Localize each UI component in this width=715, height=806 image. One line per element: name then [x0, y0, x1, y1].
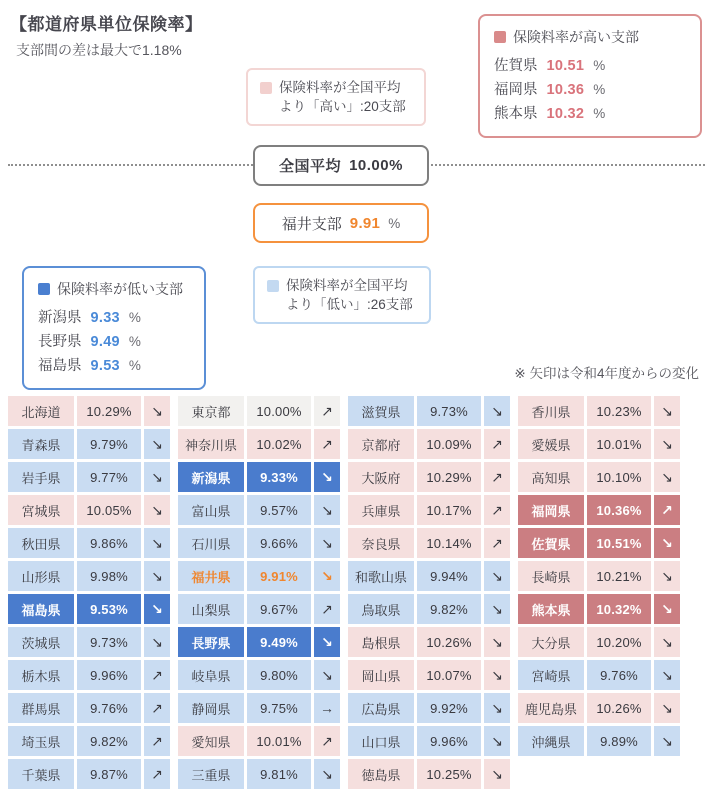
- below-average-note-box: [253, 266, 431, 324]
- prefecture-rate: 10.26%: [417, 627, 481, 657]
- prefecture-name: 山梨県: [178, 594, 244, 624]
- trend-down-arrow-icon: ↘: [144, 396, 170, 426]
- table-row: [348, 660, 510, 690]
- fukui-branch-value: 9.91: [349, 214, 381, 232]
- trend-down-arrow-icon: ↘: [144, 594, 170, 624]
- prefecture-name: 沖縄県: [518, 726, 584, 756]
- prefecture-name: 愛媛県: [518, 429, 584, 459]
- table-column-1: [8, 396, 170, 792]
- list-item: [38, 330, 190, 354]
- light-pink-square-icon: [260, 82, 272, 94]
- prefecture-rate: 10.51%: [587, 528, 651, 558]
- prefecture-name: 埼玉県: [8, 726, 74, 756]
- low-branches-box: [22, 266, 206, 390]
- prefecture-name: 滋賀県: [348, 396, 414, 426]
- high-branches-legend: [494, 27, 686, 47]
- list-item: [494, 54, 686, 78]
- above-average-note-line1: [260, 78, 412, 97]
- list-item: [494, 102, 686, 126]
- trend-down-arrow-icon: ↘: [654, 660, 680, 690]
- rate-unit: %: [128, 310, 141, 325]
- table-row: [178, 759, 340, 789]
- prefecture-rate: 10.26%: [587, 693, 651, 723]
- page-title: 【都道府県単位保険率】: [10, 15, 203, 34]
- page-subtitle: 支部間の差は最大で1.18%: [16, 42, 182, 58]
- prefecture-rate: 10.20%: [587, 627, 651, 657]
- prefecture-rate: 9.98%: [77, 561, 141, 591]
- trend-up-arrow-icon: ↗: [144, 660, 170, 690]
- prefecture-name: 長野県: [178, 627, 244, 657]
- table-row: [178, 594, 340, 624]
- prefecture-name: 秋田県: [8, 528, 74, 558]
- trend-down-arrow-icon: ↘: [314, 561, 340, 591]
- trend-down-arrow-icon: ↘: [484, 396, 510, 426]
- prefecture-name: 奈良県: [348, 528, 414, 558]
- prefecture-name: 宮崎県: [518, 660, 584, 690]
- prefecture-rate: 9.92%: [417, 693, 481, 723]
- trend-down-arrow-icon: ↘: [144, 561, 170, 591]
- table-row: [8, 462, 170, 492]
- prefecture-rate: 10.21%: [587, 561, 651, 591]
- list-item: [38, 354, 190, 378]
- table-row: [178, 495, 340, 525]
- trend-up-arrow-icon: ↗: [484, 462, 510, 492]
- prefecture-rate: 10.29%: [417, 462, 481, 492]
- prefecture-name: 山口県: [348, 726, 414, 756]
- trend-down-arrow-icon: ↘: [144, 429, 170, 459]
- prefecture-name: 岐阜県: [178, 660, 244, 690]
- prefecture-name: 群馬県: [8, 693, 74, 723]
- prefecture-name: 新潟県: [178, 462, 244, 492]
- trend-down-arrow-icon: ↘: [314, 660, 340, 690]
- rate-unit: %: [128, 358, 141, 373]
- rate-unit: %: [593, 106, 606, 121]
- prefecture-rate: 10.29%: [77, 396, 141, 426]
- table-row: [348, 495, 510, 525]
- trend-down-arrow-icon: ↘: [654, 429, 680, 459]
- prefecture-name: 島根県: [348, 627, 414, 657]
- national-average-value: 10.00%: [349, 157, 403, 174]
- prefecture-rate: 10.36%: [587, 495, 651, 525]
- arrow-legend-note: ※ 矢印は令和4年度からの変化: [514, 366, 699, 381]
- prefecture-rate: 10.23%: [587, 396, 651, 426]
- table-column-2: [178, 396, 340, 792]
- trend-down-arrow-icon: ↘: [144, 462, 170, 492]
- prefecture-rate: 10.32%: [587, 594, 651, 624]
- trend-down-arrow-icon: ↘: [314, 528, 340, 558]
- prefecture-rate: 9.89%: [587, 726, 651, 756]
- trend-down-arrow-icon: ↘: [484, 627, 510, 657]
- rate-unit: %: [593, 58, 606, 73]
- table-row: [348, 429, 510, 459]
- prefecture-name: 鹿児島県: [518, 693, 584, 723]
- below-average-note-line2: より「低い」:26支部: [286, 297, 413, 312]
- prefecture-name: 茨城県: [8, 627, 74, 657]
- table-row: [348, 594, 510, 624]
- trend-down-arrow-icon: ↘: [654, 396, 680, 426]
- prefecture-rate: 9.73%: [417, 396, 481, 426]
- prefecture-name: 和歌山県: [348, 561, 414, 591]
- prefecture-name: 京都府: [348, 429, 414, 459]
- table-row: [348, 693, 510, 723]
- prefecture-name: 岡山県: [348, 660, 414, 690]
- table-row: [348, 462, 510, 492]
- trend-down-arrow-icon: ↘: [484, 561, 510, 591]
- fukui-branch-box: [253, 203, 429, 243]
- prefecture-rate: 9.96%: [417, 726, 481, 756]
- prefecture-name: 福島県: [38, 358, 82, 374]
- prefecture-name: 佐賀県: [494, 58, 538, 74]
- trend-down-arrow-icon: ↘: [144, 627, 170, 657]
- table-row: [178, 627, 340, 657]
- table-row: [178, 528, 340, 558]
- prefecture-rate: 9.66%: [247, 528, 311, 558]
- national-average-box: [253, 145, 429, 186]
- table-row: [518, 726, 680, 756]
- prefecture-rate: 10.05%: [77, 495, 141, 525]
- prefecture-name: 佐賀県: [518, 528, 584, 558]
- rate-unit: %: [128, 334, 141, 349]
- prefecture-rate: 9.91%: [247, 561, 311, 591]
- prefecture-rate: 9.94%: [417, 561, 481, 591]
- prefecture-name: 福岡県: [494, 82, 538, 98]
- table-row: [348, 396, 510, 426]
- trend-up-arrow-icon: ↗: [314, 396, 340, 426]
- prefecture-rate: 9.87%: [77, 759, 141, 789]
- table-row: [8, 495, 170, 525]
- rate-value: 10.32: [546, 106, 585, 122]
- trend-down-arrow-icon: ↘: [654, 627, 680, 657]
- trend-up-arrow-icon: ↗: [144, 759, 170, 789]
- table-row: [8, 693, 170, 723]
- prefecture-rate: 10.02%: [247, 429, 311, 459]
- prefecture-name: 広島県: [348, 693, 414, 723]
- prefecture-name: 福井県: [178, 561, 244, 591]
- table-row: [178, 660, 340, 690]
- table-row: [518, 660, 680, 690]
- table-row: [518, 528, 680, 558]
- national-average-label: 全国平均: [279, 158, 342, 175]
- prefecture-rate: 9.79%: [77, 429, 141, 459]
- prefecture-rate: 9.81%: [247, 759, 311, 789]
- low-branches-legend-label: 保険料率が低い支部: [57, 281, 183, 297]
- table-row: [348, 759, 510, 789]
- list-item: [38, 306, 190, 330]
- prefecture-rate: 10.17%: [417, 495, 481, 525]
- trend-up-arrow-icon: ↗: [484, 429, 510, 459]
- trend-down-arrow-icon: ↘: [654, 561, 680, 591]
- trend-up-arrow-icon: ↗: [654, 495, 680, 525]
- table-row: [518, 396, 680, 426]
- prefecture-name: 東京都: [178, 396, 244, 426]
- prefecture-rate: 9.96%: [77, 660, 141, 690]
- prefecture-rate: 10.14%: [417, 528, 481, 558]
- table-row: [8, 396, 170, 426]
- table-row: [8, 528, 170, 558]
- trend-down-arrow-icon: ↘: [484, 726, 510, 756]
- above-average-note-text: 保険料率が全国平均: [279, 80, 401, 95]
- table-row: [8, 759, 170, 789]
- table-column-4: [518, 396, 680, 792]
- prefecture-name: 香川県: [518, 396, 584, 426]
- trend-down-arrow-icon: ↘: [484, 660, 510, 690]
- prefecture-name: 兵庫県: [348, 495, 414, 525]
- prefecture-rate: 9.80%: [247, 660, 311, 690]
- prefecture-rate: 10.09%: [417, 429, 481, 459]
- rate-value: 9.33: [90, 310, 120, 326]
- rate-value: 9.53: [90, 358, 120, 374]
- prefecture-rate: 9.77%: [77, 462, 141, 492]
- table-row: [518, 594, 680, 624]
- prefecture-name: 岩手県: [8, 462, 74, 492]
- prefecture-name: 大分県: [518, 627, 584, 657]
- table-row: [348, 561, 510, 591]
- prefecture-rate: 9.67%: [247, 594, 311, 624]
- table-row: [518, 627, 680, 657]
- trend-down-arrow-icon: ↘: [484, 594, 510, 624]
- prefecture-rate: 10.01%: [247, 726, 311, 756]
- prefecture-name: 三重県: [178, 759, 244, 789]
- table-row: [178, 462, 340, 492]
- table-row: [518, 462, 680, 492]
- table-row: [8, 429, 170, 459]
- trend-down-arrow-icon: ↘: [654, 594, 680, 624]
- table-row: [8, 561, 170, 591]
- prefecture-name: 静岡県: [178, 693, 244, 723]
- prefecture-rate: 9.75%: [247, 693, 311, 723]
- table-row: [178, 561, 340, 591]
- prefecture-rate: 9.82%: [417, 594, 481, 624]
- prefecture-rate: 10.10%: [587, 462, 651, 492]
- prefecture-name: 熊本県: [518, 594, 584, 624]
- list-item: [494, 78, 686, 102]
- prefecture-name: 高知県: [518, 462, 584, 492]
- fukui-branch-label: 福井支部: [281, 215, 342, 233]
- table-row: [8, 627, 170, 657]
- high-branches-box: [478, 14, 702, 138]
- prefecture-name: 宮城県: [8, 495, 74, 525]
- prefecture-table: [8, 396, 680, 792]
- table-column-3: [348, 396, 510, 792]
- high-branches-legend-label: 保険料率が高い支部: [513, 29, 639, 45]
- prefecture-name: 熊本県: [494, 106, 538, 122]
- rate-value: 10.36: [546, 82, 585, 98]
- trend-down-arrow-icon: ↘: [314, 759, 340, 789]
- trend-up-arrow-icon: ↗: [484, 495, 510, 525]
- above-average-note-box: [246, 68, 426, 126]
- table-row: [178, 396, 340, 426]
- table-row: [518, 693, 680, 723]
- prefecture-name: 栃木県: [8, 660, 74, 690]
- prefecture-name: 石川県: [178, 528, 244, 558]
- prefecture-rate: 9.33%: [247, 462, 311, 492]
- below-average-note-line1: [267, 276, 417, 295]
- prefecture-name: 富山県: [178, 495, 244, 525]
- trend-down-arrow-icon: ↘: [314, 462, 340, 492]
- prefecture-name: 長崎県: [518, 561, 584, 591]
- trend-flat-arrow-icon: →: [314, 693, 340, 723]
- prefecture-name: 山形県: [8, 561, 74, 591]
- below-average-note-text: 保険料率が全国平均: [286, 278, 408, 293]
- trend-down-arrow-icon: ↘: [314, 495, 340, 525]
- table-row: [518, 429, 680, 459]
- table-row: [8, 594, 170, 624]
- trend-down-arrow-icon: ↘: [654, 528, 680, 558]
- prefecture-name: 福島県: [8, 594, 74, 624]
- table-row: [178, 693, 340, 723]
- prefecture-name: 大阪府: [348, 462, 414, 492]
- trend-up-arrow-icon: ↗: [314, 594, 340, 624]
- prefecture-name: 徳島県: [348, 759, 414, 789]
- trend-up-arrow-icon: ↗: [144, 693, 170, 723]
- trend-down-arrow-icon: ↘: [654, 693, 680, 723]
- trend-down-arrow-icon: ↘: [484, 693, 510, 723]
- prefecture-rate: 9.49%: [247, 627, 311, 657]
- table-row: [8, 660, 170, 690]
- prefecture-name: 愛知県: [178, 726, 244, 756]
- trend-down-arrow-icon: ↘: [314, 627, 340, 657]
- prefecture-name: 鳥取県: [348, 594, 414, 624]
- prefecture-name: 千葉県: [8, 759, 74, 789]
- trend-up-arrow-icon: ↗: [314, 726, 340, 756]
- above-average-note-line2: より「高い」:20支部: [279, 99, 406, 114]
- trend-down-arrow-icon: ↘: [654, 462, 680, 492]
- table-row: [8, 726, 170, 756]
- trend-down-arrow-icon: ↘: [654, 726, 680, 756]
- rate-unit: %: [593, 82, 606, 97]
- blue-square-icon: [38, 283, 50, 295]
- prefecture-rate: 9.76%: [77, 693, 141, 723]
- prefecture-rate: 9.73%: [77, 627, 141, 657]
- trend-up-arrow-icon: ↗: [314, 429, 340, 459]
- table-row: [518, 495, 680, 525]
- red-square-icon: [494, 31, 506, 43]
- prefecture-rate: 10.25%: [417, 759, 481, 789]
- prefecture-name: 青森県: [8, 429, 74, 459]
- prefecture-rate: 10.01%: [587, 429, 651, 459]
- table-row: [348, 528, 510, 558]
- prefecture-rate: 9.53%: [77, 594, 141, 624]
- light-blue-square-icon: [267, 280, 279, 292]
- prefecture-rate: 10.07%: [417, 660, 481, 690]
- trend-down-arrow-icon: ↘: [144, 528, 170, 558]
- prefecture-name: 福岡県: [518, 495, 584, 525]
- prefecture-rate: 9.82%: [77, 726, 141, 756]
- table-row: [178, 429, 340, 459]
- prefecture-name: 新潟県: [38, 310, 82, 326]
- rate-value: 9.49: [90, 334, 120, 350]
- trend-down-arrow-icon: ↘: [484, 759, 510, 789]
- prefecture-rate: 9.86%: [77, 528, 141, 558]
- prefecture-rate: 9.57%: [247, 495, 311, 525]
- table-row: [348, 726, 510, 756]
- trend-up-arrow-icon: ↗: [484, 528, 510, 558]
- table-row: [518, 561, 680, 591]
- prefecture-rate: 10.00%: [247, 396, 311, 426]
- rate-value: 10.51: [546, 58, 585, 74]
- prefecture-name: 北海道: [8, 396, 74, 426]
- prefecture-rate: 9.76%: [587, 660, 651, 690]
- table-row: [348, 627, 510, 657]
- fukui-branch-unit: %: [388, 215, 401, 231]
- low-branches-legend: [38, 279, 190, 299]
- prefecture-name: 神奈川県: [178, 429, 244, 459]
- prefecture-name: 長野県: [38, 334, 82, 350]
- table-row: [178, 726, 340, 756]
- trend-down-arrow-icon: ↘: [144, 495, 170, 525]
- trend-up-arrow-icon: ↗: [144, 726, 170, 756]
